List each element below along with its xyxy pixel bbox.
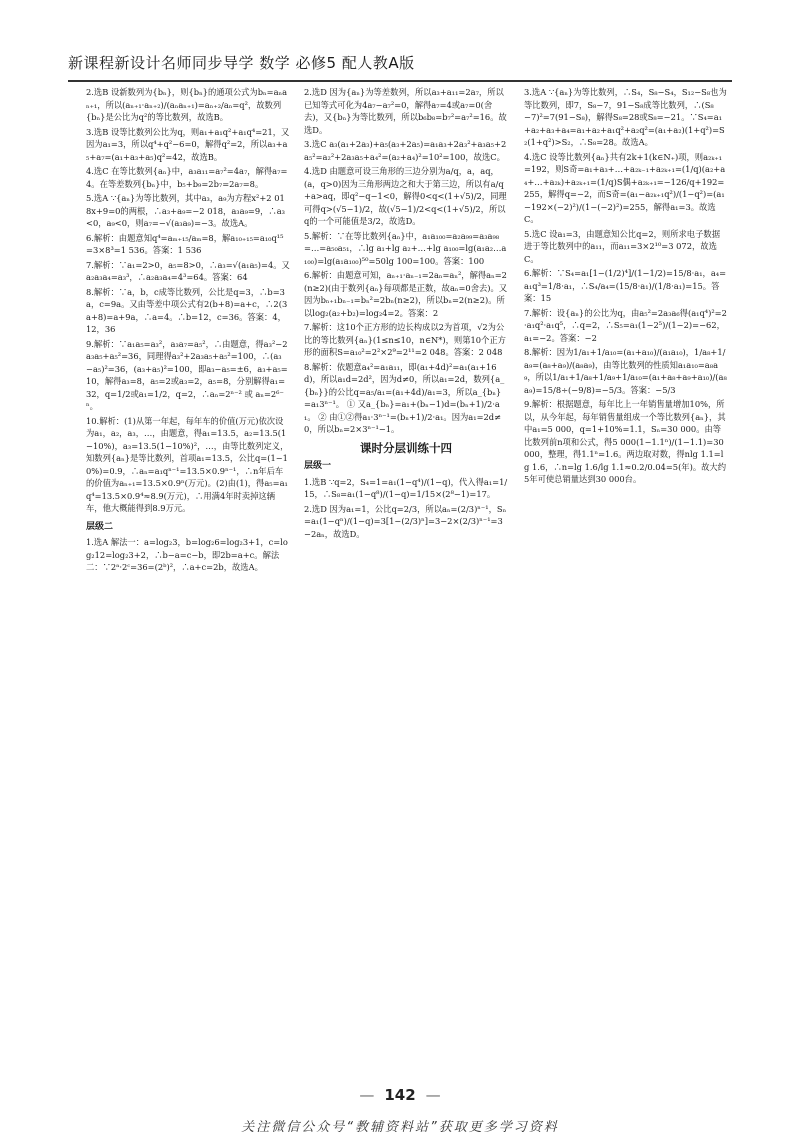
answer-item: 2.选B 设新数列为{bₙ}，则{bₙ}的通项公式为bₙ=aₙaₙ₊₁，所以(aₙ₊₁·aₙ₊₂)/(aₙaₙ₊₁)=aₙ₊₂/aₙ=q²，故数列{bₙ}是公比为q²的等比数列，故选B。 [86, 87, 288, 122]
answer-item: 1.选B ∵q=2，S₄=1=a₁(1−q⁴)/(1−q)，代入得a₁=1/15，∴S₈=a₁(1−q⁸)/(1−q)=1/15×(2⁸−1)=17。 [304, 476, 508, 499]
answer-item: 6.解析：由题意可知，aₙ₊₁·aₙ₋₁=2aₙ=aₙ²，解得aₙ=2(n≥2)(由于数列{aₙ}每项都是正数，故aₙ=0舍去)。又因为bₙ₊₁bₙ₋₁=bₙ²=2bₙ(n≥2)，所以bₙ=2(n≥2)。所以log₂(a₂+b₂)=log₂4=2。答案：2 [304, 270, 508, 318]
answer-item: 7.解析：∵a₁=2>0，a₅=8>0，∴a₃=√(a₁a₅)=4。又a₂a₃a₄=a₃³，∴a₂a₃a₄=4³=64。答案：64 [86, 259, 290, 282]
answer-item: 7.解析：设{aₙ}的公比为q，由a₅²=2a₃a₆得(a₁q⁴)²=2·a₁q²·a₁q⁵，∴q=2，∴S₅=a₁(1−2⁵)/(1−2)=−62，a₁=−2。答案：−2 [524, 307, 727, 343]
answer-item: 3.选B 设等比数列公比为q，则a₁+a₁q²+a₁q⁴=21，又因为a₁=3，所以q⁴+q²−6=0，解得q²=2，所以a₃+a₅+a₇=(a₁+a₃+a₅)q²=42，故选B。 [86, 126, 290, 162]
column-3 [524, 86, 728, 1062]
answer-item: 2.选D 因为{aₙ}为等差数列，所以a₃+a₁₁=2a₇，所以已知等式可化为4a₇−a₇²=0，解得a₇=4或a₇=0(舍去)，又{bₙ}为等比数列，所以b₆b₈=b₇²=a₇²=16。故选D。 [304, 87, 507, 135]
answer-item: 6.解析：∵S₄=a₁[1−(1/2)⁴]/(1−1/2)=15/8·a₁，a₄=a₁q³=1/8·a₁，∴S₄/a₄=(15/8·a₁)/(1/8·a₁)=15。答案：15 [524, 268, 727, 303]
page-number: — 142 — [0, 1086, 800, 1104]
answer-item: 7.解析：这10个正方形的边长构成以2为首项，√2为公比的等比数列{aₙ}(1≤n≤10，n∈N*)，则第10个正方形的面积S=a₁₀²=2²×2⁹=2¹¹=2 048。答案：2 048 [304, 322, 506, 357]
answer-item: 5.选A ∵{aₙ}为等比数列，其中a₃，a₉为方程x²+2 018x+9=0的两根，∴a₃+a₉=−2 018，a₃a₉=9，∴a₃<0，a₉<0，则a₇=−√(a₃a₉)=−3。故选A。 [86, 193, 285, 228]
answer-item: 8.解析：因为1/a₁+1/a₁₀=(a₁+a₁₀)/(a₁a₁₀)，1/a₈+1/a₉=(a₈+a₉)/(a₈a₉)，由等比数列的性质知a₁a₁₀=a₈a₉，所以1/a₁+1/a₈+1/a₉+1/a₁₀=(a₁+a₈+a₉+a₁₀)/(a₈a₉)=15/8÷(−9/8)=−5/3。答案：−5/3 [524, 347, 727, 395]
answer-item: 9.解析：∵a₁a₅=a₃²，a₃a₇=a₅²，∴由题意，得a₃²−2a₃a₅+a₅²=36，同理得a₃²+2a₃a₅+a₅²=100，∴(a₃−a₅)²=36，(a₃+a₅)²=100，即a₃−a₅=±6，a₃+a₅=10，解得a₃=8，a₅=2或a₃=2，a₅=8，分别解得a₁=32，q=1/2或a₁=1/2，q=2，∴aₙ=2ⁿ⁻² 或 aₙ=2⁶⁻ⁿ。 [86, 338, 288, 411]
answer-item: 8.解析：依题意a₄²=a₁a₁₁，即(a₁+4d)²=a₁(a₁+16d)，所以a₁d=2d²，因为d≠0，所以a₁=2d，数列{a_{bₙ}}的公比q=a₅/a₁=(a₁+4d)/a₁=3，所以a_{bₙ}=a₁3ⁿ⁻¹。 ① 又a_{bₙ}=a₁+(bₙ−1)d=(bₙ+1)/2·a₁。 ② 由①②得a₁·3ⁿ⁻¹=(bₙ+1)/2·a₁。因为a₁=2d≠0，所以bₙ=2×3ⁿ⁻¹−1。 [304, 361, 505, 434]
header-rule [68, 80, 732, 82]
answer-item: 4.选C 设等比数列{aₙ}共有2k+1(k∈N₊)项，则a₂ₖ₊₁=192，则S奇=a₁+a₃+…+a₂ₖ₋₁+a₂ₖ₊₁=(1/q)(a₂+a₄+…+a₂ₖ)+a₂ₖ₊₁=(1/q)S偶+a₂ₖ₊₁=−126/q+192=255，解得q=−2，而S奇=(a₁−a₂ₖ₊₁q²)/(1−q²)=(a₁−192×(−2)²)/(1−(−2)²)=255，解得a₁=3。故选C。 [524, 151, 726, 224]
answer-item: 8.解析：∵a，b，c成等比数列，公比是q=3，∴b=3a，c=9a。又由等差中项公式有2(b+8)=a+c，∴2(3a+8)=a+9a，∴a=4。∴b=12，c=36。答案：4，12，36 [86, 286, 288, 334]
level-heading: 层级一 [304, 461, 332, 471]
footer-note: 关注微信公众号“教辅资料站”获取更多学习资料 [241, 1120, 559, 1135]
page-header: 新课程新设计名师同步导学 数学 必修5 配人教A版 [68, 54, 415, 72]
answer-item: 5.选C 设a₁=3，由题意知公比q=2，则所求电子数据进于等比数列中的a₁₁，而a₁₁=3×2¹⁰=3 072，故选C。 [524, 228, 720, 264]
level-heading: 层级二 [86, 521, 114, 532]
answer-item: 2.选D 因为a₁=1，公比q=2/3，所以aₙ=(2/3)ⁿ⁻¹，Sₙ=a₁(1−qⁿ)/(1−q)=3[1−(2/3)ⁿ]=3−2×(2/3)ⁿ⁻¹=3−2aₙ，故选D。 [304, 503, 507, 539]
answer-item: 4.选D 由题意可设三角形的三边分别为a/q，a，aq，(a，q>0)因为三角形两边之和大于第三边，所以有a/q+a>aq，即q²−q−1<0，解得0<q<(1+√5)/2，同理可得q>(√5−1)/2，故(√5−1)/2<q<(1+√5)/2，所以q的一个可能值是3/2，故选D。 [304, 166, 507, 226]
answer-item: 5.解析：∵在等比数列{aₙ}中，a₁a₁₀₀=a₂a₉₉=a₃a₉₈=…=a₅₀a₅₁，∴lg a₁+lg a₂+…+lg a₁₀₀=lg(a₁a₂…a₁₀₀)=lg(a₁a₁₀₀)⁵⁰=50lg 100=100。答案：100 [304, 230, 507, 266]
answer-item: 10.解析：(1)从第一年起，每年车的价值(万元)依次设为a₁，a₂，a₃，…，由题意，得a₁=13.5，a₂=13.5(1−10%)，a₃=13.5(1−10%)²，…，由等比数列定义，知数列{aₙ}是等比数列，首项a₁=13.5，公比q=(1−10%)=0.9，∴aₙ=a₁qⁿ⁻¹=13.5×0.9ⁿ⁻¹，∴n年后车的价值为aₙ₊₁=13.5×0.9ⁿ(万元)。(2)由(1)，得a₅=a₁q⁴=13.5×0.9⁴≈8.9(万元)，∴用满4年时卖掉这辆车，他大概能得到8.9万元。 [86, 415, 289, 513]
answer-item: 6.解析：由题意知q⁴=aₘ₊₁₅/aₘ=8，解a₁₀₊₁₅=a₁₀q¹⁵=3×8³=1 536。答案：1 536 [86, 232, 284, 255]
section-title: 课时分层训练十四 [360, 440, 452, 455]
column-2 [304, 86, 508, 1062]
answer-item: 4.选C 在等比数列{aₙ}中，a₃a₁₁=a₇²=4a₇，解得a₇=4。在等差数列{bₙ}中，b₅+b₉=2b₇=2a₇=8。 [86, 166, 288, 189]
answer-item: 3.选C a₃(a₁+2a₃)+a₅(a₃+2a₅)=a₁a₃+2a₃²+a₃a₅+2a₅²=a₂²+2a₃a₅+a₄²=(a₂+a₄)²=10²=100，故选C。 [304, 139, 507, 162]
answer-item: 3.选A ∵{aₙ}为等比数列，∴S₄，S₈−S₄，S₁₂−S₈也为等比数列，即7，S₈−7，91−S₈成等比数列，∴(S₈−7)²=7(91−S₈)，解得S₈=28或S₈=−21。∵S₄=a₁+a₂+a₃+a₄=a₁+a₂+a₁q²+a₂q²=(a₁+a₂)(1+q²)=S₂(1+q²)>S₂，∴S₈=28。故选A。 [524, 87, 727, 147]
answer-item: 1.选A 解法一：a=log₂3，b=log₂6=log₂3+1，c=log₂12=log₂3+2，∴b−a=c−b，即2b=a+c。解法二：∵2ᵃ·2ᶜ=36=(2ᵇ)²，∴a+c=2b，故选A。 [86, 537, 288, 572]
answer-item: 9.解析：根据题意，每年比上一年销售量增加10%，所以，从今年起，每年销售量组成一个等比数列{aₙ}，其中a₁=5 000，q=1+10%=1.1，Sₙ=30 000。由等比数列前n项和公式，得5 000(1−1.1ⁿ)/(1−1.1)=30 000，整理，得1.1ⁿ=1.6。两边取对数，得nlg 1.1=lg 1.6，∴n=lg 1.6/lg 1.1≈0.2/0.04=5(年)。故大约5年可使总销量达到30 000台。 [524, 399, 727, 484]
column-1 [86, 86, 290, 1062]
